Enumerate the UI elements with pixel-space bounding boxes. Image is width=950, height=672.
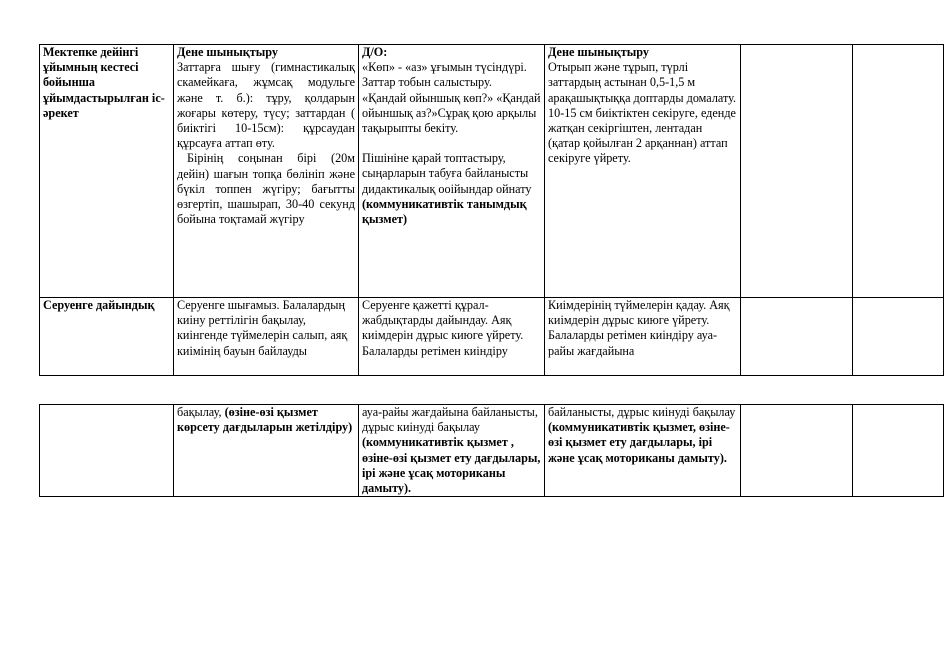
empty-cell	[853, 45, 944, 298]
schedule-table-top	[39, 44, 944, 376]
text-cell: Серуенге шығамыз. Балалардың киіну реттілігін бақылау, киінгенде түймелерін салып, аяқ киімінің бауын байлауды	[174, 298, 359, 376]
empty-cell	[40, 405, 174, 497]
cell-title: Дене шынықтыру	[177, 45, 278, 59]
cell-bold-note: (өзіне-өзі қызмет көрсету дағдыларын жетілдіру)	[177, 405, 353, 435]
empty-cell	[853, 298, 944, 376]
table-row	[40, 45, 944, 298]
spacer	[362, 136, 541, 151]
physical-education-cell	[174, 45, 359, 298]
empty-cell	[853, 405, 944, 497]
text-cell	[545, 405, 741, 497]
cell-paragraph: Пішініне қарай топтастыру, сыңарларын табуға байланысты дидактикалық ооійындар ойнату	[362, 151, 532, 196]
didactic-game-cell	[359, 45, 545, 298]
cell-title: Д/О:	[362, 45, 388, 59]
activity-label-cell: Серуенге дайындық	[40, 298, 174, 376]
cell-paragraph: «Көп» - «аз» ұғымын түсіндүрі. Заттар тобын салыстыру.	[362, 60, 527, 90]
table-row	[40, 405, 944, 497]
cell-text: ауа-райы жағдайына байланысты, дұрыс киінуді бақылау	[362, 405, 538, 435]
text-cell: Киімдерінің түймелерін қадау. Аяқ киімдерін дұрыс киюге үйрету. Балаларды ретімен киіндіру ауа-райы жағдайына	[545, 298, 741, 376]
cell-paragraph: Заттарға шығу (гимнастикалық скамейкаға, жұмсақ модульге және т. б.): тұру, қолдарын жоғары көтеру, түсу; заттардан ( биіктігі 10-15см): құрсаудан құрсауға аттап өту.	[177, 60, 355, 151]
empty-cell	[741, 298, 853, 376]
text-cell: Серуенге қажетті құрал-жабдықтарды дайындау. Аяқ киімдерін дұрыс киюге үйрету. Балаларды ретімен киіндіру	[359, 298, 545, 376]
cell-paragraph: Отырып және тұрып, түрлі заттардың астынан 0,5-1,5 м арақашықтыққа доптарды домалату.	[548, 60, 737, 105]
cell-paragraph: Бірінің соңынан бірі (20м дейін) шағын топқа бөлініп және бүкіл топпен жүгіру; бағытты өзгертіп, шашырап, 30-40 секунд бойына тоқтамай жүгіру	[177, 151, 355, 227]
empty-cell	[741, 405, 853, 497]
cell-title: Дене шынықтыру	[548, 45, 649, 59]
cell-paragraph: 10-15 см биіктіктен секіруге, еденде жатқан секіргіштен, лентадан (қатар қойылған 2 арқаннан) аттап секіруге үйрету.	[548, 105, 736, 166]
text-cell	[359, 405, 545, 497]
empty-cell	[741, 45, 853, 298]
cell-paragraph: «Қандай ойыншық көп?» «Қандай ойыншық аз?»Сұрақ қою арқылы тақырыпты бекіту.	[362, 90, 541, 136]
cell-text: байланысты, дұрыс киінуді бақылау	[548, 405, 736, 419]
cell-bold-note: (коммуникативтік танымдық қызмет)	[362, 196, 527, 227]
cell-text: бақылау,	[177, 405, 225, 419]
text-cell	[174, 405, 359, 497]
activity-label-cell: Мектепке дейінгі ұйымның кестесі бойынша ұйымдастырылған іс-әрекет	[40, 45, 174, 298]
cell-bold-note: (коммуникативтік қызмет , өзіне-өзі қызмет ету дағдылары, ірі және ұсақ моториканы дамыту).	[362, 435, 541, 496]
schedule-table-bottom	[39, 404, 944, 497]
cell-bold-note: (коммуникативтік қызмет, өзіне-өзі қызмет ету дағдылары, ірі және ұсақ моториканы дамыту).	[548, 420, 730, 465]
table-row	[40, 298, 944, 376]
physical-education-cell	[545, 45, 741, 298]
